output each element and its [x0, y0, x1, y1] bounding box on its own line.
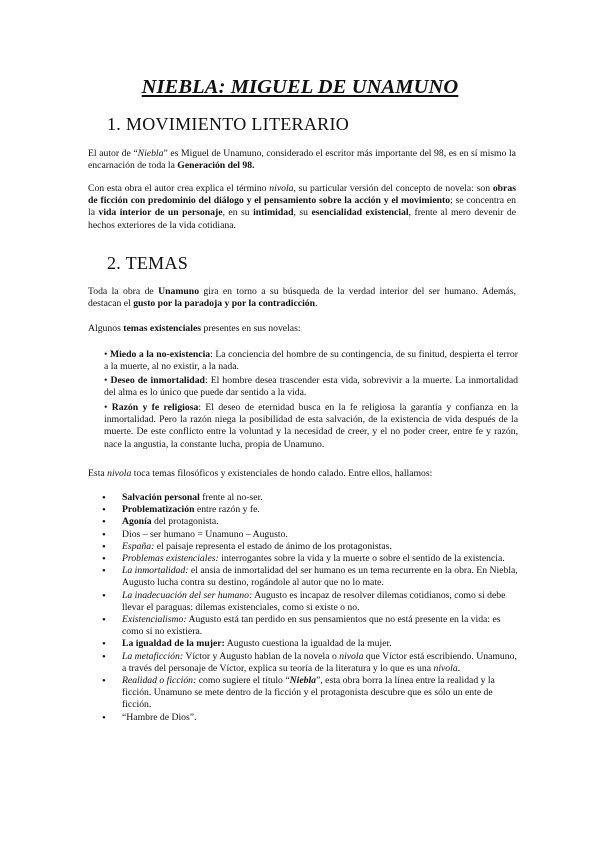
paragraph-temas-existenciales: Algunos temas existenciales presentes en sus novelas: — [88, 323, 301, 334]
paragraph-nivola: Con esta obra el autor crea explica el término nivola, su particular versión del concepto de novela: son obras de ficción con predominio del diálogo y el pensamiento sobre la acción y el movimiento; se concentra en la vida interior de un personaje, en su intimidad, su esencialidad existencial, frente al mero devenir de hechos exteriores de la vida cotidiana. — [88, 183, 517, 231]
bullet-icon: • — [104, 349, 110, 360]
list-item: • Realidad o ficción: como sugiere el título “Niebla”, esta obra borra la línea entre la realidad y la ficción. Unamuno se mete dentro de la ficción y el protagonista descubre que es sólo un ente de ficción. — [88, 675, 520, 712]
bullet-icon: • — [104, 402, 112, 413]
list-item: • La inmortalidad: el ansia de inmortalidad del ser humano es un tema recurrente en la obra. En Niebla, Augusto lucha contra su destino, rogándole al autor que no lo mate. — [88, 565, 520, 589]
paragraph-hallamos: Esta nivola toca temas filosóficos y existenciales de hondo calado. Entre ellos, hallamos: — [88, 468, 433, 479]
list-item: • “Hambre de Dios”. — [88, 712, 520, 724]
paragraph-obra: Toda la obra de Unamuno gira en torno a su búsqueda de la verdad interior del ser humano. Además, destacan el gusto por la paradoja y por la contradicción. — [88, 286, 516, 310]
list-item: • España: el paisaje representa el estado de ánimo de los protagonistas. — [88, 541, 520, 553]
list-item: • Existencialismo: Augusto está tan perdido en sus pensamientos que no está presente en la vida: es como si no existiera. — [88, 614, 520, 638]
themes-list — [88, 492, 520, 724]
theme-block-razon-fe: • Razón y fe religiosa: El deseo de eternidad busca en la fe religiosa la garantía y confianza en la inmortalidad. Pero la razón niega la posibilidad de esta salvación, de la existencia de vida después de la muerte. De este conflicto entre la voluntad y la necesidad de creer, y el no poder creer, entre fe y razón, nace la angustia, la constante lucha, propia de Unamuno. — [104, 402, 518, 450]
document-title — [0, 76, 600, 99]
bullet-icon: • — [104, 375, 111, 386]
title-text: NIEBLA: MIGUEL DE UNAMUNO — [141, 76, 459, 98]
list-item: • Dios – ser humano = Unamuno – Augusto. — [88, 529, 520, 541]
section-heading-movimiento: 1. MOVIMIENTO LITERARIO — [107, 114, 350, 134]
list-item: • La metaficción: Víctor y Augusto hablan de la novela o nivola que Víctor está escribiendo. Unamuno, a través del personaje de Víctor, explica su teoría de la literatura y lo que es una nivola. — [88, 651, 520, 675]
theme-block-miedo: • Miedo a la no-existencia: La conciencia del hombre de su contingencia, de su finitud, despierta el terror a la muerte, al no existir, a la nada. — [104, 349, 518, 373]
paragraph-autor: El autor de “Niebla” es Miguel de Unamuno, considerado el escritor más importante del 98, es en sí mismo la encarnación de toda la Generación del 98. — [88, 148, 516, 172]
list-item: • Salvación personal frente al no-ser. — [88, 492, 520, 504]
section-heading-temas: 2. TEMAS — [107, 253, 189, 273]
theme-block-inmortalidad: • Deseo de inmortalidad: El hombre desea trascender esta vida, sobrevivir a la muerte. La inmortalidad del alma es lo único que puede dar sentido a la vida. — [104, 375, 518, 399]
list-item: • Agonía del protagonista. — [88, 516, 520, 528]
list-item: • Problemas existenciales: interrogantes sobre la vida y la muerte o sobre el sentido de la existencia. — [88, 553, 520, 565]
list-item: • Problematización entre razón y fe. — [88, 504, 520, 516]
list-item: • La igualdad de la mujer: Augusto cuestiona la igualdad de la mujer. — [88, 638, 520, 650]
list-item: • La inadecuación del ser humano: Augusto es incapaz de resolver dilemas cotidianos, como si debe llevar el paraguas: dilemas existenciales, como si existe o no. — [88, 590, 520, 614]
